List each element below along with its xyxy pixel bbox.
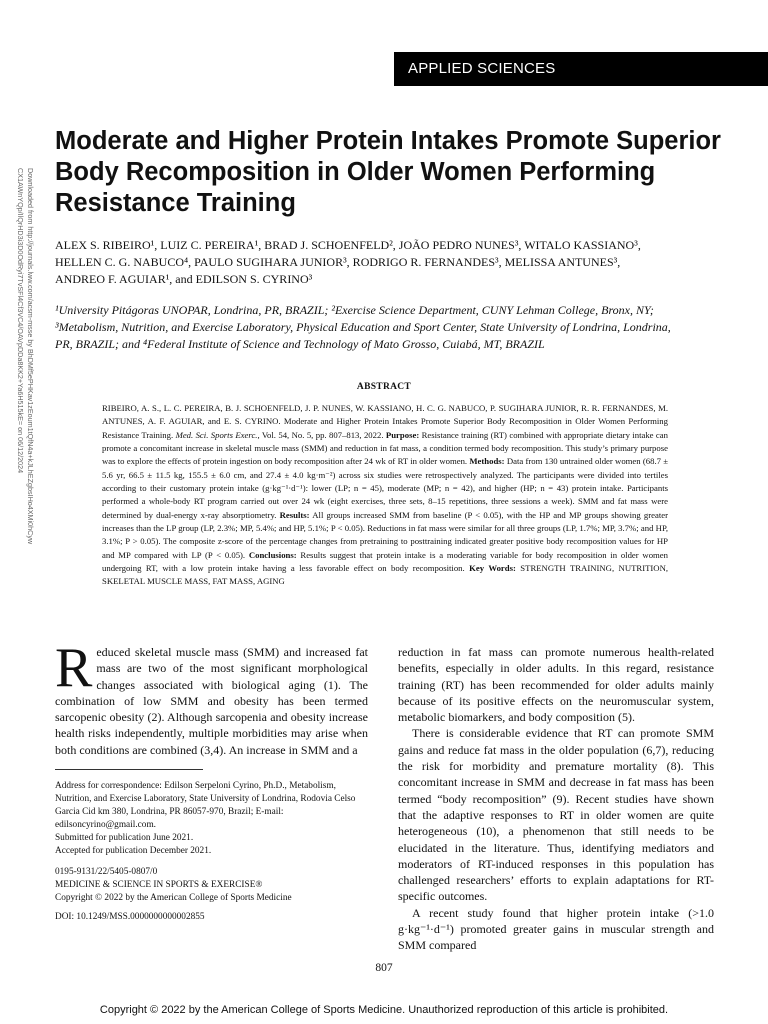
affiliation-line: ¹University Pitágoras UNOPAR, Londrina, PR, BRAZIL; ²Exercise Science Department, CUNY Lehman College, Bronx, NY; <box>55 303 654 317</box>
page-number: 807 <box>375 962 393 974</box>
issn-code: 0195-9131/22/5405-0807/0 <box>55 867 158 877</box>
methods-label: Methods: <box>469 456 505 467</box>
body-column-right <box>398 644 714 954</box>
footnote-divider <box>55 769 203 770</box>
abstract-citation: RIBEIRO, A. S., L. C. PEREIRA, B. J. SCHOENFELD, J. P. NUNES, W. KASSIANO, H. C. G. NABUCO, P. SUGIHARA JUNIOR, R. R. FERNANDES, M. ANTUNES, A. F. AGUIAR, and E. S. CYRINO. Moderate and Higher Protein Intakes Promote Superior Body Recomposition in Older Women Performing Resistance Training. <box>102 403 668 440</box>
results-label: Results: <box>279 509 310 520</box>
drop-cap: R <box>55 637 93 699</box>
section-banner <box>394 52 768 86</box>
section-label: APPLIED SCIENCES <box>408 60 556 77</box>
affiliations <box>55 302 715 353</box>
accepted-date: Accepted for publication December 2021. <box>55 845 212 856</box>
purpose-text: Resistance training (RT) combined with appropriate dietary intake can promote a concomitant increase in skeletal muscle mass (SMM) and reduction in fat mass, a condition termed body recomposition. This study’s primary purpose was to explore the effects of protein ingestion on body recomposition after 24 wk of RT in older women. <box>102 429 668 467</box>
submitted-date: Submitted for publication June 2021. <box>55 832 194 843</box>
abstract-body <box>102 402 668 589</box>
download-side-note <box>13 168 35 648</box>
keywords-text: STRENGTH TRAINING, NUTRITION, SKELETAL MUSCLE MASS, FAT MASS, AGING <box>102 563 669 587</box>
body-column-left <box>55 637 368 758</box>
copyright-line: Copyright © 2022 by the American College of Sports Medicine <box>55 892 292 903</box>
abstract-volume: , Vol. 54, No. 5, pp. 807–813, 2022. <box>257 429 386 440</box>
author-line: HELLEN C. G. NABUCO⁴, PAULO SUGIHARA JUNIOR³, RODRIGO R. FERNANDES³, MELISSA ANTUNES³, <box>55 255 621 269</box>
article-title: Moderate and Higher Protein Intakes Promote Superior Body Recomposition in Older Women Performing Resistance Training <box>55 127 721 217</box>
publication-meta <box>55 866 368 905</box>
abstract-journal: Med. Sci. Sports Exerc. <box>175 429 258 440</box>
body-paragraph: There is considerable evidence that RT can promote SMM gains and reduce fat mass in the older population (6,7), reducing the risk for morbidity and premature mortality (8). This concomitant increase in SMM and decrease in fat mass has been termed “body recomposition” (9). Recent studies have shown that the adaptive responses to RT in older women are quite heterogeneous (10), a phenomenon that still needs to be elucidated in the literature. Thus, identifying mediators and moderators of RT-induced responses in this population has challenged researchers’ efforts to explain adaptations for RT-specific outcomes. <box>398 726 714 904</box>
journal-name: MEDICINE & SCIENCE IN SPORTS & EXERCISE® <box>55 879 263 890</box>
copyright-footer: Copyright © 2022 by the American College of Sports Medicine. Unauthorized reproduction of this article is prohibited. <box>99 1004 669 1016</box>
download-note-text: Downloaded from http://journals.lww.com/acsm-msse by BhDMf5ePHKav1zEoum1tQfN4a+kJLhEZgbsIHo4XMi0hCyw CX1AWnYQp/IlQrHD3i3D0OdRyi7TvSFl4Cf3VC4/OAVpDDa8KK2+Ya6H515kE= on 06/12/2024 <box>16 168 35 545</box>
keywords-label: Key Words: <box>469 563 516 574</box>
correspondence-note <box>55 780 368 857</box>
conclusions-text: Results suggest that protein intake is a moderating variable for body recomposition in older women undergoing RT, with a low protein intake having a less favorable effect on body recomposition. <box>102 549 668 574</box>
body-paragraph: educed skeletal muscle mass (SMM) and increased fat mass are two of the most significant morphological changes associated with biological aging (1). The combination of low SMM and obesity has been termed sarcopenic obesity (2). Although sarcopenia and obesity increase health risks independently, multiple morbidities may arise when both conditions are combined (3,4). An increase in SMM and a <box>55 645 368 757</box>
body-paragraph: reduction in fat mass can promote numerous health-related benefits, especially in older adults. In this regard, resistance training (RT) has been recommended for older adults mainly because of its positive effects on the neuromuscular system, metabolic biomarkers, and body composition (5). <box>398 645 714 725</box>
affiliation-line: PR, BRAZIL; and ⁴Federal Institute of Science and Technology of Mato Grosso, Cuiabá, MT, BRAZIL <box>55 337 545 351</box>
author-line: ANDREO F. AGUIAR¹, and EDILSON S. CYRINO³ <box>55 272 313 286</box>
results-text: All groups increased SMM from baseline (P < 0.05), with the HP and MP groups showing greater increases than the LP group (LP, 2.3%; MP, 5.4%; and HP, 5.1%; P < 0.05). Reductions in fat mass were similar for all three groups (LP, 1.7%; MP, 3.7%; and HP, 3.1%; P > 0.05). The composite z-score of the percentage changes from pretraining to posttraining indicated greater positive body recomposition values for HP and MP compared with LP (P < 0.05). <box>102 509 668 560</box>
doi: DOI: 10.1249/MSS.0000000000002855 <box>55 912 205 922</box>
author-line: ALEX S. RIBEIRO¹, LUIZ C. PEREIRA¹, BRAD J. SCHOENFELD², JOÃO PEDRO NUNES³, WITALO KASSIANO³, <box>55 238 641 252</box>
correspondence-address: Address for correspondence: Edilson Serpeloni Cyrino, Ph.D., Metabolism, Nutrition, and Exercise Laboratory, State University of Londrina, Rodovia Celso Garcia Cid km 380, Londrina, PR 86057-970, Brazil; E-mail: edilsoncyrino@gmail.com. <box>55 781 356 830</box>
abstract-heading: ABSTRACT <box>356 382 412 392</box>
body-paragraph: A recent study found that higher protein intake (>1.0 g·kg⁻¹·d⁻¹) promoted greater gains in muscular strength and SMM compared <box>398 905 714 953</box>
purpose-label: Purpose: <box>385 429 420 440</box>
methods-text: Data from 130 untrained older women (68.7 ± 5.6 yr, 66.5 ± 11.5 kg, 155.5 ± 6.0 cm, and 27.4 ± 4.0 kg·m⁻²) across six studies were retrospectively analyzed. The participants were divided into tertiles according to their customary protein intake (g·kg⁻¹·d⁻¹): lower (LP; n = 45), moderate (MP; n = 42), and higher (HP; n = 43) protein intake. Participants performed a whole-body RT program carried out over 24 wk (eight exercises, three sets, 8–15 repetitions, three sessions a week). SMM and fat mass were determined by dual-energy x-ray absorptiometry. <box>102 456 668 520</box>
conclusions-label: Conclusions: <box>248 549 297 560</box>
author-list <box>55 237 715 288</box>
affiliation-line: ³Metabolism, Nutrition, and Exercise Laboratory, Physical Education and Sport Center, State University of Londrina, Londrina, <box>55 320 671 334</box>
